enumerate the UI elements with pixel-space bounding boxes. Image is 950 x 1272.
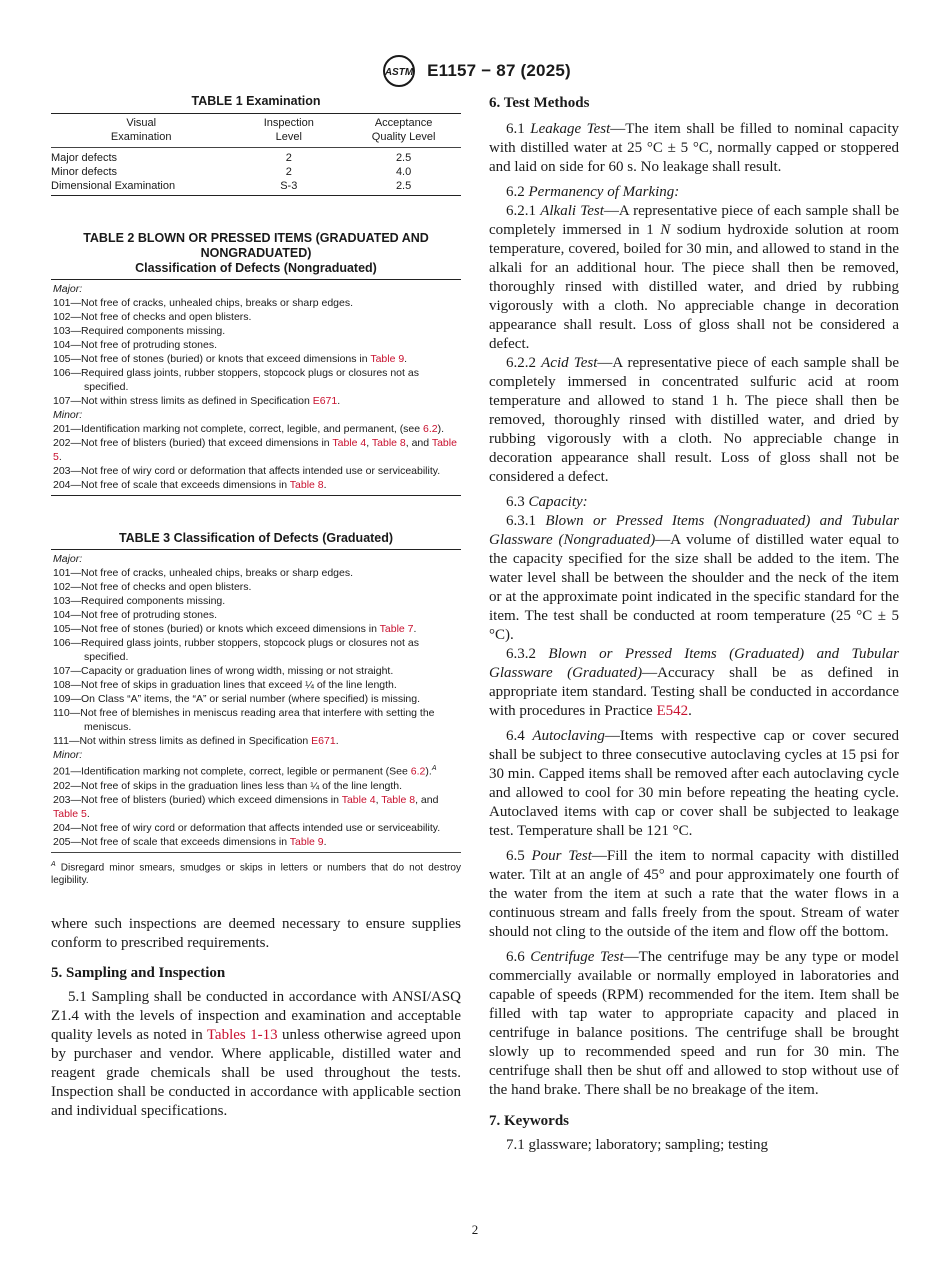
list-item: 105—Not free of stones (buried) or knots that exceed dimensions in Table 9. bbox=[53, 353, 408, 365]
list-item: 201—Identification marking not complete, correct, legible, and permanent, (see 6.2). bbox=[53, 423, 445, 435]
list-item: 103—Required components missing. bbox=[53, 595, 226, 607]
list-item: 107—Capacity or graduation lines of wrong width, missing or not straight. bbox=[53, 665, 394, 677]
list-item: 106—Required glass joints, rubber stoppers, stopcock plugs or closures not as specified. bbox=[53, 637, 419, 663]
list-item: 110—Not free of blemishes in meniscus reading area that interfere with setting the meniscus. bbox=[53, 707, 435, 733]
table3 bbox=[51, 531, 461, 887]
paragraph-6-3-1: 6.3.1 Blown or Pressed Items (Nongraduated) and Tubular Glassware (Nongraduated)—A volume of distilled water equal to the capacity specified for the size shall be added to the item. The water level shall be between the shoulder and the neck of the item or at the approximate point indicated in the specific standard for the item. The test shall be conducted at room temperature (25 °C ± 5 °C). bbox=[489, 513, 900, 643]
table3-title: TABLE 3 Classification of Defects (Graduated) bbox=[118, 531, 394, 545]
paragraph-6-2-2: 6.2.2 Acid Test—A representative piece of each sample shall be completely immersed in concentrated sulfuric acid at room temperature and allowed to stand 1 h. The piece shall then be removed, thoroughly rinsed with distilled water, and dried by rubbing vigorously with a cloth. No appreciable change in decoration appearance shall result. Loss of gloss shall not be considered a defect. bbox=[489, 355, 899, 485]
list-item: 101—Not free of cracks, unhealed chips, breaks or sharp edges. bbox=[53, 567, 353, 579]
table1-col-aql: Acceptance Quality Level bbox=[346, 114, 461, 148]
table2-defect-list: Major: 101—Not free of cracks, unhealed chips, breaks or sharp edges. 102—Not free of checks and open blisters. 103—Required components missing. 104—Not free of protruding stones. 105—Not free of stones (buried) or knots that exceed dimensions in Table 9. 106—Required glass joints, rubber stoppers, stopcock plugs or closures not as specified. 107—Not within stress limits as defined in Specification E671. Minor: 201—Identification marking not complete, correct, legible, and permanent, (see 6.2). 202—Not free of blisters (buried) that exceed dimensions in Table 4, Table 8, and Table 5. 203—Not free of wiry cord or deformation that affects intended use or serviceability. 204—Not free of scale that exceeds dimensions in Table 8. bbox=[51, 280, 461, 495]
e671-link[interactable]: E671 bbox=[311, 735, 336, 747]
list-item: 203—Not free of blisters (buried) which exceed dimensions in Table 4, Table 8, and Table 5. bbox=[53, 793, 439, 820]
paragraph-6-2-1: 6.2.1 Alkali Test—A representative piece of each sample shall be completely immersed in 1 N sodium hydroxide solution at room temperature, covered, boiled for 30 min, and allowed to stand in the alkali for an additional hour. The piece shall then be removed, thoroughly rinsed with distilled water, and dried by rubbing vigorously with a cloth. No appreciable change in decoration appearance shall result. Loss of gloss shall not be considered a defect. bbox=[489, 203, 899, 352]
list-item: 102—Not free of checks and open blisters. bbox=[53, 581, 252, 593]
list-item: 204—Not free of scale that exceeds dimensions in Table 8. bbox=[53, 479, 327, 491]
list-item: 204—Not free of wiry cord or deformation that affects intended use or serviceability. bbox=[53, 821, 441, 834]
list-item: 105—Not free of stones (buried) or knots which exceed dimensions in Table 7. bbox=[53, 623, 417, 635]
table4-link[interactable]: Table 4 bbox=[341, 793, 376, 806]
table4-link[interactable]: Table 4 bbox=[332, 437, 367, 449]
list-item: 104—Not free of protruding stones. bbox=[53, 339, 218, 351]
table2-title: TABLE 2 BLOWN OR PRESSED ITEMS (GRADUATED AND NONGRADUATED) Classification of Defects (Nongraduated) bbox=[83, 231, 429, 275]
section-7-heading: 7. Keywords bbox=[489, 1113, 569, 1129]
section-5-heading: 5. Sampling and Inspection bbox=[51, 964, 226, 981]
list-item: 106—Required glass joints, rubber stoppers, stopcock plugs or closures not as specified. bbox=[53, 367, 419, 393]
table-row: Minor defects 2 4.0 bbox=[51, 166, 412, 178]
table5-link[interactable]: Table 5 bbox=[53, 807, 87, 820]
list-item: 202—Not free of blisters (buried) that exceed dimensions in Table 4, Table 8, and Table 5. bbox=[53, 437, 457, 463]
paragraph-6-2: 6.2 Permanency of Marking: bbox=[506, 184, 680, 200]
list-item: 108—Not free of skips in graduation lines that exceed ¼ of the line length. bbox=[53, 679, 397, 691]
table2 bbox=[51, 231, 461, 496]
table8-link[interactable]: Table 8 bbox=[381, 793, 416, 806]
astm-logo-icon bbox=[379, 54, 419, 88]
table9-link[interactable]: Table 9 bbox=[370, 353, 405, 365]
tables-1-13-link[interactable]: Tables 1-13 bbox=[206, 1026, 278, 1043]
section-6-heading: 6. Test Methods bbox=[489, 95, 590, 111]
list-item: 102—Not free of checks and open blisters. bbox=[53, 311, 252, 323]
e671-link[interactable]: E671 bbox=[312, 395, 338, 407]
table5-link[interactable]: Table 5 bbox=[53, 437, 457, 463]
paragraph-6-3: 6.3 Capacity: bbox=[506, 494, 588, 510]
paragraph-7-1: 7.1 glassware; laboratory; sampling; testing bbox=[506, 1137, 769, 1153]
table1-col-level: Inspection Level bbox=[231, 114, 346, 148]
section-6-2-link[interactable]: 6.2 bbox=[410, 765, 426, 778]
left-body bbox=[51, 915, 461, 1121]
table1-title: TABLE 1 Examination bbox=[191, 94, 321, 108]
list-item: 101—Not free of cracks, unhealed chips, breaks or sharp edges. bbox=[53, 297, 353, 309]
table3-defect-list: Major: 101—Not free of cracks, unhealed chips, breaks or sharp edges. 102—Not free of checks and open blisters. 103—Required components missing. 104—Not free of protruding stones. 105—Not free of stones (buried) or knots which exceed dimensions in Table 7. 106—Required glass joints, rubber stoppers, stopcock plugs or closures not as specified. 107—Capacity or graduation lines of wrong width, missing or not straight. 108—Not free of skips in graduation lines that exceed ¼ of the line length. 109—On Class “A” items, the “A” or serial number (where specified) is missing. 110—Not free of blemishes in meniscus reading area that interfere with setting the meniscus. 111—Not within stress limits as defined in Specification E671. Minor: 201—Identification marking not complete, correct, legible or permanent (See 6.2).$^A$ 202—Not free of skips in the graduation lines less than ¼ of the line length. 203—Not free of blisters (buried) which exceed dimensions in Table 4, Table 8, and Table 5. 204—Not free of wiry cord or deformation that affects intended use or serviceability. 205—Not free of scale that exceeds dimensions in Table 9. bbox=[51, 550, 461, 852]
e542-link[interactable]: E542 bbox=[656, 703, 689, 719]
table8-link[interactable]: Table 8 bbox=[289, 479, 324, 491]
table3-footnote: $^A$ Disregard minor smears, smudges or skips in letters or numbers that do not destroy legibility. bbox=[51, 860, 461, 886]
paragraph-6-1: 6.1 Leakage Test—The item shall be filled to nominal capacity with distilled water at 25 °C ± 5 °C, normally capped or stoppered and laid on side for 60 s. No leakage shall result. bbox=[489, 121, 900, 175]
paragraph-6-5: 6.5 Pour Test—Fill the item to normal capacity with distilled water. Tilt at an angle of 45° and pour approximately one fourth of the water from the item at such a rate that the water flows in a continuous stream and falls freely from the spout. Stream of water should not cling to the outside of the item and flow off the bottom. bbox=[489, 848, 900, 940]
paragraph-6-6: 6.6 Centrifuge Test—The centrifuge may be any type or model commercially available or normally employed in laboratories and capable of speeds (RPM) recommended for the item. Item shall be filled with tap water to appropriate capacity and placed in centrifuge in balance positions. The centrifuge shall be brought slowly up to recommended speed and run for 30 min. The centrifuge shall then be shut off and allowed to stop without use of the hand brake. There shall be no breakage of the item. bbox=[489, 949, 900, 1098]
paragraph-6-3-2: 6.3.2 Blown or Pressed Items (Graduated) and Tubular Glassware (Graduated)—Accuracy shall be as defined in appropriate item standard. Testing shall be conducted in accordance with procedures in Practice E542. bbox=[489, 646, 900, 719]
list-item: 205—Not free of scale that exceeds dimensions in Table 9. bbox=[53, 835, 327, 848]
list-item: 107—Not within stress limits as defined in Specification E671. bbox=[53, 395, 341, 407]
list-item: 203—Not free of wiry cord or deformation that affects intended use or serviceability. bbox=[53, 465, 441, 477]
continuation-paragraph: where such inspections are deemed necessary to ensure supplies conform to prescribed requirements. bbox=[51, 915, 461, 951]
list-item: 111—Not within stress limits as defined in Specification E671. bbox=[53, 735, 339, 747]
list-item: 201—Identification marking not complete, correct, legible or permanent (See 6.2).$^A$ bbox=[53, 765, 437, 778]
list-item: 104—Not free of protruding stones. bbox=[53, 609, 218, 621]
list-item: 109—On Class “A” items, the “A” or serial number (where specified) is missing. bbox=[53, 693, 421, 705]
table1 bbox=[51, 113, 461, 196]
page-header bbox=[0, 54, 950, 88]
right-column bbox=[489, 94, 899, 1155]
page-number: 2 bbox=[471, 1222, 479, 1237]
section-6-2-link[interactable]: 6.2 bbox=[423, 423, 438, 435]
table-row: Dimensional Examination S-3 2.5 bbox=[51, 179, 461, 196]
table8-link[interactable]: Table 8 bbox=[371, 437, 406, 449]
svg-text:ASTM: ASTM bbox=[384, 67, 414, 78]
document-designation: E1157 − 87 (2025) bbox=[427, 61, 571, 80]
list-item: 103—Required components missing. bbox=[53, 325, 226, 337]
table-row: Major defects 2 2.5 bbox=[51, 152, 412, 164]
paragraph-6-4: 6.4 Autoclaving—Items with respective cap or cover secured shall be subject to three consecutive autoclaving cycles at 15 psi for 30 min. Capped items shall be removed after each autoclaving cycle and allowed to cool for 30 min before repeating the heating cycle. Autoclaved items with cap or cover shall be subjected to leakage test. Temperature shall be 121 °C. bbox=[489, 728, 900, 839]
table9-link[interactable]: Table 9 bbox=[289, 835, 324, 848]
left-column bbox=[51, 94, 461, 1121]
list-item: 202—Not free of skips in the graduation lines less than ¼ of the line length. bbox=[53, 779, 403, 792]
paragraph-5-1: 5.1 Sampling shall be conducted in accordance with ANSI/ASQ Z1.4 with the levels of inspection and examination and acceptable quality levels as noted in Tables 1-13 unless otherwise agreed upon by purchaser and vendor. Where applicable, distilled water and reagent grade chemicals shall be used throughout the tests. Inspection shall be conducted in accordance with applicable section and individual specifications. bbox=[51, 988, 461, 1119]
table1-col-visual: Visual Examination bbox=[51, 114, 231, 148]
table7-link[interactable]: Table 7 bbox=[379, 623, 414, 635]
